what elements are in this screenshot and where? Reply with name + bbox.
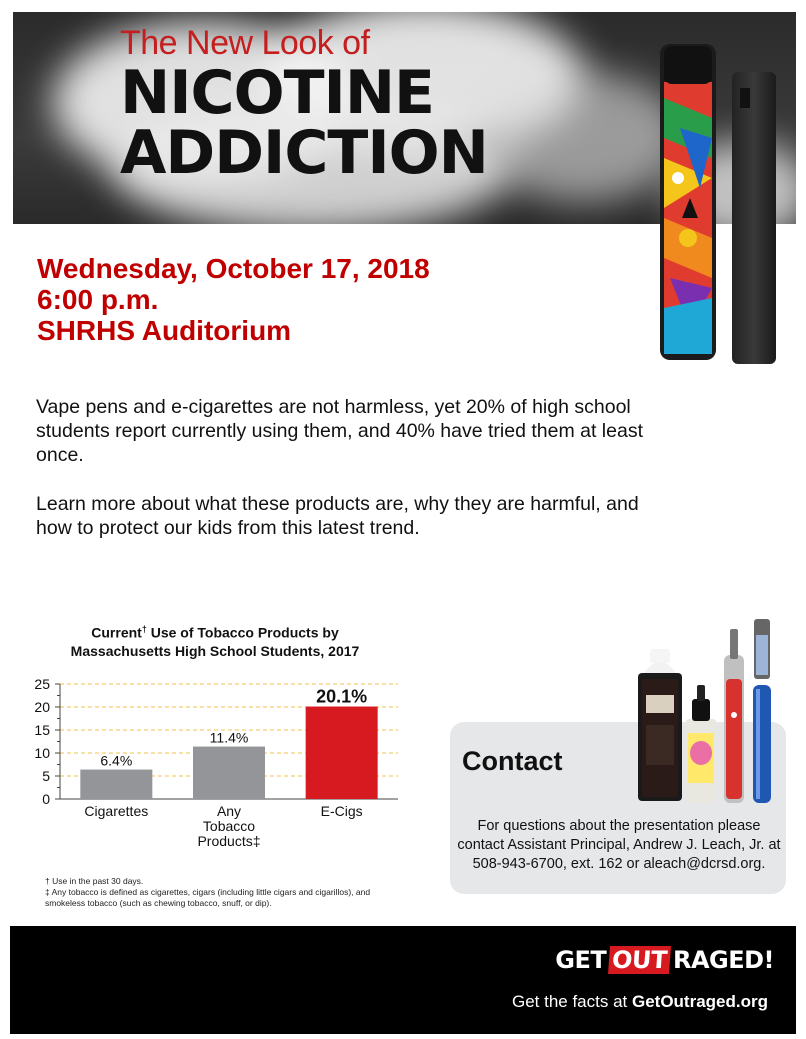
footer [10,926,796,1034]
learn-more-paragraph: Learn more about what these products are, why they are harmful, and how to protect our kids from this latest trend. [36,493,639,539]
headline-small: The New Look of [120,24,370,62]
bar [80,770,152,799]
logo-raged: RAGED! [672,946,774,974]
event-date: Wednesday, October 17, 2018 [37,253,430,284]
vape-products-image [620,615,790,810]
bar [306,707,378,799]
contact-text: For questions about the presentation please contact Assistant Principal, Andrew J. Leach, Jr. at 508-943-6700, ext. 162 or aleach@dcrsd.org. [457,818,781,872]
headline [120,24,488,188]
data-label: 6.4% [100,752,133,769]
y-tick-label: 0 [42,791,50,807]
x-tick-label: Any [216,803,242,819]
facts-site-link[interactable]: GetOutraged.org [631,992,768,1011]
bar [193,747,265,799]
y-tick-label: 15 [34,722,50,738]
data-label: 20.1% [316,686,368,707]
x-tick-label: Tobacco [202,818,256,834]
chart-title [30,620,400,660]
y-tick-label: 20 [34,699,50,715]
headline-line2: ADDICTION [120,118,488,188]
y-tick-label: 5 [42,768,50,784]
chart-title-dagger: † [141,624,147,634]
x-tick-label: Products‡ [197,833,261,849]
footnote-1: † Use in the past 30 days. [45,876,144,886]
chart-footnotes [45,876,375,909]
logo-out: OUT [608,946,671,974]
facts-line [512,992,768,1012]
x-tick-label: Cigarettes [84,803,149,819]
event-location: SHRHS Auditorium [37,315,292,346]
y-tick-label: 25 [34,676,50,692]
logo-get: GET [555,946,607,974]
contact-title: Contact [462,746,563,776]
intro-paragraph: Vape pens and e-cigarettes are not harmless, yet 20% of high school students report currently using them, and 40% have tried them at least once. [36,396,643,466]
facts-prefix: Get the facts at [511,992,632,1011]
chart-title-current: Current [91,624,142,641]
headline-line1: NICOTINE [120,58,435,128]
chart-title-rest: Use of Tobacco Products by [146,624,339,641]
chart-title-line2: Massachusetts High School Students, 2017 [70,642,360,659]
x-tick-label: E-Cigs [320,803,363,819]
vape-device-image [650,38,790,378]
get-outraged-logo [555,946,774,974]
event-info [37,253,430,346]
y-tick-label: 10 [34,745,50,761]
bar-chart [28,672,408,862]
footnote-2: ‡ Any tobacco is defined as cigarettes, cigars (including little cigars and cigarillos), and smokeless tobacco (such as chewing tobacco, snuff, or dip). [45,887,371,908]
event-time: 6:00 p.m. [37,284,159,315]
data-label: 11.4% [209,729,249,746]
